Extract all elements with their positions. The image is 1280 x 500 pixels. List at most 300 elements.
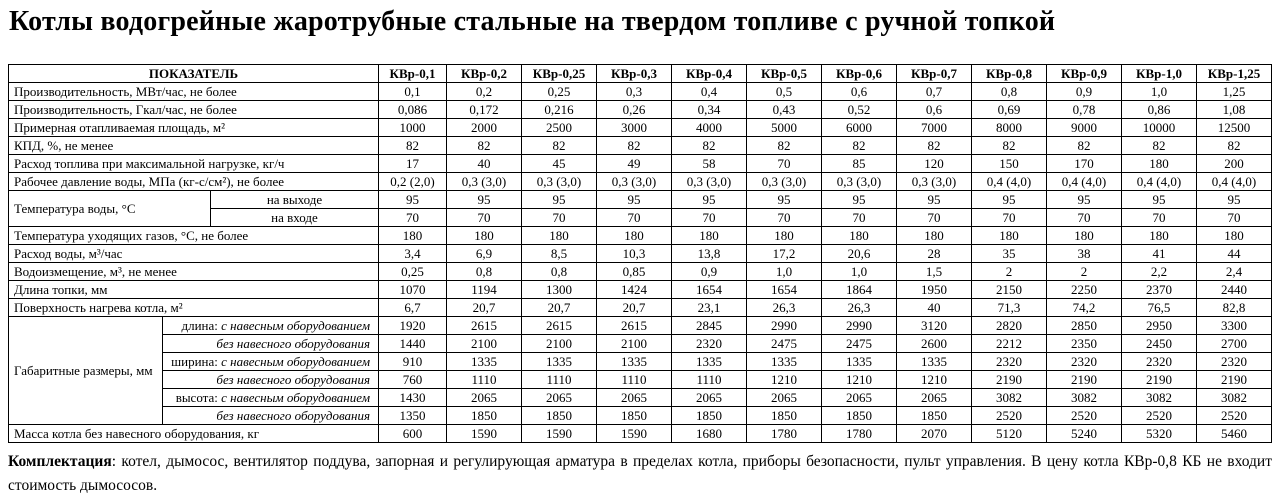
value-cell: 2615 xyxy=(522,317,597,335)
value-cell: 82 xyxy=(822,137,897,155)
value-cell: 180 xyxy=(822,227,897,245)
value-cell: 0,9 xyxy=(1047,83,1122,101)
footnote-label: Комплектация xyxy=(8,453,112,471)
value-cell: 1850 xyxy=(747,407,822,425)
value-cell: 2320 xyxy=(1197,353,1272,371)
value-cell: 95 xyxy=(1197,191,1272,209)
value-cell: 1210 xyxy=(822,371,897,389)
table-row xyxy=(9,173,1272,191)
table-row xyxy=(9,389,1272,407)
table-row xyxy=(9,83,1272,101)
value-cell: 180 xyxy=(1047,227,1122,245)
value-cell: 2520 xyxy=(1047,407,1122,425)
value-cell: 600 xyxy=(379,425,447,443)
column-header-model: КВр-0,2 xyxy=(447,65,522,83)
value-cell: 1920 xyxy=(379,317,447,335)
dimension-prefix: ширина: xyxy=(171,353,218,369)
value-cell: 150 xyxy=(972,155,1047,173)
table-row xyxy=(9,101,1272,119)
value-cell: 1350 xyxy=(379,407,447,425)
value-cell: 82 xyxy=(379,137,447,155)
value-cell: 9000 xyxy=(1047,119,1122,137)
row-sublabel xyxy=(163,317,379,335)
value-cell: 2350 xyxy=(1047,335,1122,353)
table-row xyxy=(9,299,1272,317)
value-cell: 1864 xyxy=(822,281,897,299)
value-cell: 180 xyxy=(1122,155,1197,173)
value-cell: 70 xyxy=(1047,209,1122,227)
value-cell: 3300 xyxy=(1197,317,1272,335)
value-cell: 10,3 xyxy=(597,245,672,263)
value-cell: 1680 xyxy=(672,425,747,443)
table-row xyxy=(9,263,1272,281)
value-cell: 1335 xyxy=(747,353,822,371)
value-cell: 41 xyxy=(1122,245,1197,263)
table-row xyxy=(9,317,1272,335)
row-label: Поверхность нагрева котла, м² xyxy=(9,299,379,317)
column-header-model: КВр-0,7 xyxy=(897,65,972,83)
value-cell: 95 xyxy=(1047,191,1122,209)
value-cell: 1850 xyxy=(897,407,972,425)
value-cell: 1,25 xyxy=(1197,83,1272,101)
row-sublabel xyxy=(163,389,379,407)
value-cell: 0,4 (4,0) xyxy=(1047,173,1122,191)
footnote-text: : котел, дымосос, вентилятор поддува, запорная и регулирующая арматура в пределах котла, приборы безопасности, пульт управления. В цену котла КВр-0,8 КБ не входит стоимость дымососов. xyxy=(8,453,1272,495)
value-cell: 1335 xyxy=(597,353,672,371)
value-cell: 180 xyxy=(672,227,747,245)
value-cell: 2990 xyxy=(747,317,822,335)
value-cell: 10000 xyxy=(1122,119,1197,137)
table-row xyxy=(9,137,1272,155)
value-cell: 170 xyxy=(1047,155,1122,173)
value-cell: 20,7 xyxy=(522,299,597,317)
value-cell: 180 xyxy=(597,227,672,245)
value-cell: 95 xyxy=(447,191,522,209)
value-cell: 6,7 xyxy=(379,299,447,317)
value-cell: 0,216 xyxy=(522,101,597,119)
column-header-model: КВр-1,0 xyxy=(1122,65,1197,83)
value-cell: 82 xyxy=(897,137,972,155)
value-cell: 44 xyxy=(1197,245,1272,263)
row-label: Масса котла без навесного оборудования, кг xyxy=(9,425,379,443)
value-cell: 0,25 xyxy=(522,83,597,101)
value-cell: 2820 xyxy=(972,317,1047,335)
value-cell: 0,3 (3,0) xyxy=(522,173,597,191)
value-cell: 45 xyxy=(522,155,597,173)
column-header-model: КВр-0,6 xyxy=(822,65,897,83)
value-cell: 70 xyxy=(897,209,972,227)
value-cell: 5460 xyxy=(1197,425,1272,443)
value-cell: 2065 xyxy=(597,389,672,407)
value-cell: 95 xyxy=(379,191,447,209)
value-cell: 1590 xyxy=(597,425,672,443)
value-cell: 95 xyxy=(597,191,672,209)
value-cell: 3082 xyxy=(1122,389,1197,407)
column-header-model: КВр-0,4 xyxy=(672,65,747,83)
value-cell: 2190 xyxy=(972,371,1047,389)
value-cell: 17,2 xyxy=(747,245,822,263)
row-label: Примерная отапливаемая площадь, м² xyxy=(9,119,379,137)
value-cell: 0,3 xyxy=(597,83,672,101)
value-cell: 180 xyxy=(897,227,972,245)
value-cell: 1,0 xyxy=(822,263,897,281)
value-cell: 5000 xyxy=(747,119,822,137)
row-label: Производительность, Гкал/час, не более xyxy=(9,101,379,119)
value-cell: 2950 xyxy=(1122,317,1197,335)
value-cell: 2000 xyxy=(447,119,522,137)
value-cell: 3082 xyxy=(1197,389,1272,407)
value-cell: 1335 xyxy=(897,353,972,371)
value-cell: 0,5 xyxy=(747,83,822,101)
value-cell: 95 xyxy=(822,191,897,209)
value-cell: 180 xyxy=(447,227,522,245)
value-cell: 0,7 xyxy=(897,83,972,101)
value-cell: 2600 xyxy=(897,335,972,353)
table-row xyxy=(9,335,1272,353)
value-cell: 1110 xyxy=(672,371,747,389)
table-row xyxy=(9,245,1272,263)
value-cell: 0,25 xyxy=(379,263,447,281)
value-cell: 7000 xyxy=(897,119,972,137)
value-cell: 1335 xyxy=(522,353,597,371)
value-cell: 2475 xyxy=(822,335,897,353)
value-cell: 38 xyxy=(1047,245,1122,263)
row-sublabel xyxy=(163,335,379,353)
value-cell: 1335 xyxy=(822,353,897,371)
value-cell: 82 xyxy=(1122,137,1197,155)
value-cell: 35 xyxy=(972,245,1047,263)
row-sublabel xyxy=(163,353,379,371)
header-row xyxy=(9,65,1272,83)
value-cell: 0,78 xyxy=(1047,101,1122,119)
value-cell: 180 xyxy=(747,227,822,245)
value-cell: 1,08 xyxy=(1197,101,1272,119)
value-cell: 1850 xyxy=(672,407,747,425)
value-cell: 2,4 xyxy=(1197,263,1272,281)
value-cell: 1850 xyxy=(822,407,897,425)
value-cell: 0,3 (3,0) xyxy=(822,173,897,191)
value-cell: 0,6 xyxy=(897,101,972,119)
value-cell: 2250 xyxy=(1047,281,1122,299)
column-header-model: КВр-0,1 xyxy=(379,65,447,83)
value-cell: 0,3 (3,0) xyxy=(897,173,972,191)
value-cell: 82 xyxy=(972,137,1047,155)
value-cell: 95 xyxy=(672,191,747,209)
value-cell: 1070 xyxy=(379,281,447,299)
table-row xyxy=(9,407,1272,425)
value-cell: 6000 xyxy=(822,119,897,137)
value-cell: 3082 xyxy=(972,389,1047,407)
value-cell: 200 xyxy=(1197,155,1272,173)
value-cell: 2065 xyxy=(522,389,597,407)
table-row xyxy=(9,425,1272,443)
value-cell: 2100 xyxy=(447,335,522,353)
value-cell: 0,172 xyxy=(447,101,522,119)
value-cell: 2065 xyxy=(897,389,972,407)
value-cell: 70 xyxy=(672,209,747,227)
value-cell: 2065 xyxy=(447,389,522,407)
value-cell: 20,6 xyxy=(822,245,897,263)
value-cell: 1430 xyxy=(379,389,447,407)
value-cell: 0,34 xyxy=(672,101,747,119)
value-cell: 20,7 xyxy=(447,299,522,317)
dimension-sublabel: без навесного оборудования xyxy=(216,371,370,387)
value-cell: 2100 xyxy=(522,335,597,353)
value-cell: 70 xyxy=(597,209,672,227)
value-cell: 1110 xyxy=(522,371,597,389)
value-cell: 82 xyxy=(747,137,822,155)
value-cell: 760 xyxy=(379,371,447,389)
value-cell: 2475 xyxy=(747,335,822,353)
value-cell: 0,3 (3,0) xyxy=(747,173,822,191)
value-cell: 5240 xyxy=(1047,425,1122,443)
value-cell: 82 xyxy=(522,137,597,155)
value-cell: 2440 xyxy=(1197,281,1272,299)
value-cell: 0,9 xyxy=(672,263,747,281)
value-cell: 0,8 xyxy=(972,83,1047,101)
page-title: Котлы водогрейные жаротрубные стальные на твердом топливе с ручной топкой xyxy=(9,6,1056,37)
value-cell: 1,0 xyxy=(1122,83,1197,101)
value-cell: 1780 xyxy=(747,425,822,443)
value-cell: 95 xyxy=(972,191,1047,209)
value-cell: 26,3 xyxy=(822,299,897,317)
value-cell: 1000 xyxy=(379,119,447,137)
value-cell: 1780 xyxy=(822,425,897,443)
value-cell: 13,8 xyxy=(672,245,747,263)
value-cell: 40 xyxy=(897,299,972,317)
value-cell: 1850 xyxy=(447,407,522,425)
table-row xyxy=(9,227,1272,245)
value-cell: 0,69 xyxy=(972,101,1047,119)
value-cell: 2,2 xyxy=(1122,263,1197,281)
value-cell: 1850 xyxy=(597,407,672,425)
value-cell: 82 xyxy=(1197,137,1272,155)
value-cell: 0,86 xyxy=(1122,101,1197,119)
value-cell: 58 xyxy=(672,155,747,173)
value-cell: 180 xyxy=(972,227,1047,245)
row-label: Производительность, МВт/час, не более xyxy=(9,83,379,101)
value-cell: 95 xyxy=(522,191,597,209)
value-cell: 0,2 (2,0) xyxy=(379,173,447,191)
value-cell: 0,4 (4,0) xyxy=(1197,173,1272,191)
value-cell: 70 xyxy=(379,209,447,227)
value-cell: 1654 xyxy=(672,281,747,299)
column-header-model: КВр-0,8 xyxy=(972,65,1047,83)
value-cell: 40 xyxy=(447,155,522,173)
value-cell: 0,4 xyxy=(672,83,747,101)
table-row xyxy=(9,281,1272,299)
value-cell: 2065 xyxy=(747,389,822,407)
value-cell: 0,3 (3,0) xyxy=(447,173,522,191)
value-cell: 6,9 xyxy=(447,245,522,263)
table-row xyxy=(9,155,1272,173)
value-cell: 180 xyxy=(379,227,447,245)
value-cell: 1424 xyxy=(597,281,672,299)
column-header-model: КВр-0,9 xyxy=(1047,65,1122,83)
value-cell: 0,52 xyxy=(822,101,897,119)
value-cell: 910 xyxy=(379,353,447,371)
value-cell: 2 xyxy=(1047,263,1122,281)
value-cell: 0,1 xyxy=(379,83,447,101)
value-cell: 70 xyxy=(522,209,597,227)
value-cell: 0,3 (3,0) xyxy=(597,173,672,191)
value-cell: 1210 xyxy=(897,371,972,389)
value-cell: 2520 xyxy=(972,407,1047,425)
value-cell: 8,5 xyxy=(522,245,597,263)
row-label: КПД, %, не менее xyxy=(9,137,379,155)
dimension-sublabel: без навесного оборудования xyxy=(216,335,370,351)
row-sublabel: на входе xyxy=(211,209,379,227)
value-cell: 2615 xyxy=(597,317,672,335)
value-cell: 0,3 (3,0) xyxy=(672,173,747,191)
value-cell: 3000 xyxy=(597,119,672,137)
value-cell: 23,1 xyxy=(672,299,747,317)
dimension-sublabel: с навесным оборудованием xyxy=(221,317,370,333)
value-cell: 2850 xyxy=(1047,317,1122,335)
value-cell: 1335 xyxy=(672,353,747,371)
value-cell: 3120 xyxy=(897,317,972,335)
value-cell: 1,5 xyxy=(897,263,972,281)
value-cell: 1590 xyxy=(447,425,522,443)
value-cell: 2320 xyxy=(1122,353,1197,371)
value-cell: 20,7 xyxy=(597,299,672,317)
value-cell: 82 xyxy=(597,137,672,155)
value-cell: 12500 xyxy=(1197,119,1272,137)
value-cell: 2212 xyxy=(972,335,1047,353)
value-cell: 2450 xyxy=(1122,335,1197,353)
value-cell: 180 xyxy=(1122,227,1197,245)
row-sublabel xyxy=(163,407,379,425)
value-cell: 2065 xyxy=(672,389,747,407)
dimension-prefix: высота: xyxy=(175,389,218,405)
boiler-spec-table xyxy=(8,64,1272,443)
value-cell: 8000 xyxy=(972,119,1047,137)
value-cell: 2065 xyxy=(822,389,897,407)
value-cell: 95 xyxy=(897,191,972,209)
value-cell: 74,2 xyxy=(1047,299,1122,317)
row-label: Расход воды, м³/час xyxy=(9,245,379,263)
value-cell: 2190 xyxy=(1197,371,1272,389)
value-cell: 95 xyxy=(1122,191,1197,209)
value-cell: 0,6 xyxy=(822,83,897,101)
value-cell: 1210 xyxy=(747,371,822,389)
value-cell: 180 xyxy=(522,227,597,245)
value-cell: 1110 xyxy=(597,371,672,389)
row-sublabel: на выходе xyxy=(211,191,379,209)
value-cell: 49 xyxy=(597,155,672,173)
value-cell: 2845 xyxy=(672,317,747,335)
table-row xyxy=(9,353,1272,371)
dimension-sublabel: без навесного оборудования xyxy=(216,407,370,423)
value-cell: 4000 xyxy=(672,119,747,137)
dimension-sublabel: с навесным оборудованием xyxy=(221,353,370,369)
value-cell: 95 xyxy=(747,191,822,209)
value-cell: 82,8 xyxy=(1197,299,1272,317)
value-cell: 70 xyxy=(747,209,822,227)
value-cell: 1,0 xyxy=(747,263,822,281)
value-cell: 0,8 xyxy=(447,263,522,281)
value-cell: 2070 xyxy=(897,425,972,443)
table-row xyxy=(9,191,1272,209)
value-cell: 70 xyxy=(972,209,1047,227)
value-cell: 2320 xyxy=(672,335,747,353)
value-cell: 0,85 xyxy=(597,263,672,281)
row-label-water-temperature: Температура воды, °С xyxy=(9,191,211,227)
value-cell: 1194 xyxy=(447,281,522,299)
row-label: Водоизмещение, м³, не менее xyxy=(9,263,379,281)
value-cell: 1335 xyxy=(447,353,522,371)
value-cell: 1440 xyxy=(379,335,447,353)
column-header-model: КВр-0,25 xyxy=(522,65,597,83)
value-cell: 82 xyxy=(672,137,747,155)
column-header-model: КВр-0,3 xyxy=(597,65,672,83)
column-header-indicator: ПОКАЗАТЕЛЬ xyxy=(9,65,379,83)
row-label: Температура уходящих газов, °С, не более xyxy=(9,227,379,245)
value-cell: 71,3 xyxy=(972,299,1047,317)
value-cell: 2190 xyxy=(1047,371,1122,389)
value-cell: 70 xyxy=(1197,209,1272,227)
column-header-model: КВр-0,5 xyxy=(747,65,822,83)
value-cell: 2 xyxy=(972,263,1047,281)
column-header-model: КВр-1,25 xyxy=(1197,65,1272,83)
row-label-dimensions: Габаритные размеры, мм xyxy=(9,317,163,425)
value-cell: 180 xyxy=(1197,227,1272,245)
value-cell: 1654 xyxy=(747,281,822,299)
table-row xyxy=(9,371,1272,389)
value-cell: 120 xyxy=(897,155,972,173)
value-cell: 0,43 xyxy=(747,101,822,119)
value-cell: 1300 xyxy=(522,281,597,299)
value-cell: 2370 xyxy=(1122,281,1197,299)
value-cell: 2500 xyxy=(522,119,597,137)
value-cell: 0,4 (4,0) xyxy=(1122,173,1197,191)
value-cell: 2520 xyxy=(1122,407,1197,425)
value-cell: 2100 xyxy=(597,335,672,353)
value-cell: 0,26 xyxy=(597,101,672,119)
value-cell: 70 xyxy=(447,209,522,227)
table-row xyxy=(9,119,1272,137)
value-cell: 70 xyxy=(747,155,822,173)
value-cell: 17 xyxy=(379,155,447,173)
value-cell: 2990 xyxy=(822,317,897,335)
row-label: Длина топки, мм xyxy=(9,281,379,299)
value-cell: 2320 xyxy=(1047,353,1122,371)
value-cell: 28 xyxy=(897,245,972,263)
row-label: Рабочее давление воды, МПа (кг-с/см²), не более xyxy=(9,173,379,191)
value-cell: 0,2 xyxy=(447,83,522,101)
value-cell: 0,086 xyxy=(379,101,447,119)
value-cell: 70 xyxy=(1122,209,1197,227)
row-sublabel xyxy=(163,371,379,389)
value-cell: 2520 xyxy=(1197,407,1272,425)
value-cell: 0,8 xyxy=(522,263,597,281)
dimension-sublabel: с навесным оборудованием xyxy=(221,389,370,405)
value-cell: 82 xyxy=(447,137,522,155)
value-cell: 2150 xyxy=(972,281,1047,299)
row-label: Расход топлива при максимальной нагрузке, кг/ч xyxy=(9,155,379,173)
value-cell: 76,5 xyxy=(1122,299,1197,317)
value-cell: 1950 xyxy=(897,281,972,299)
value-cell: 5120 xyxy=(972,425,1047,443)
value-cell: 5320 xyxy=(1122,425,1197,443)
value-cell: 82 xyxy=(1047,137,1122,155)
value-cell: 3,4 xyxy=(379,245,447,263)
value-cell: 3082 xyxy=(1047,389,1122,407)
value-cell: 70 xyxy=(822,209,897,227)
value-cell: 85 xyxy=(822,155,897,173)
value-cell: 1590 xyxy=(522,425,597,443)
value-cell: 2700 xyxy=(1197,335,1272,353)
